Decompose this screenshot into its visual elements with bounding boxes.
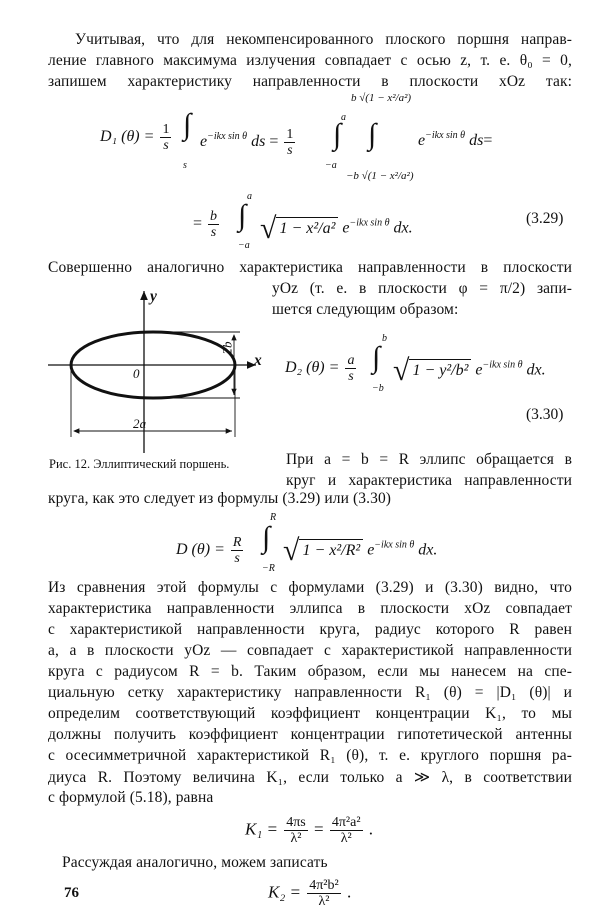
eq5-frac1-num: 4πs (286, 815, 306, 830)
eq2-limit-upper: a (247, 191, 252, 202)
label-2b: 2b (219, 341, 235, 355)
paragraph-4-line-2: характеристика направленности эллипса в плоскости xOz совпадает (48, 600, 572, 617)
eq6-end: . (346, 882, 352, 902)
eq1-limit-b-upper: b √(1 − x²/a²) (351, 92, 412, 104)
eq2-body: √ 1 − x²/a² $e^{-ikx sin \theta}$ dx. (260, 212, 413, 245)
eq2-dx: dx. (393, 219, 413, 237)
eq1-exp-1: $e^{-ikx sin \theta}$ ds = $\frac{1}{s}$ (200, 127, 294, 158)
eq2-integral: ∫ (238, 199, 247, 232)
eq4-limit-upper: R (270, 512, 277, 523)
axis-label-y: y (150, 288, 157, 305)
eq4-integral: ∫ (262, 521, 271, 554)
eq1-integral-2: ∫ (333, 118, 342, 151)
paragraph-4-line-7: определим соответствующий коэффициент концентрации K₁, то мы (48, 705, 572, 722)
eq5-end: . (368, 819, 374, 839)
eq3-exponent: −ikx sin θ (482, 359, 523, 371)
eq5-lhs: K₁ = (245, 819, 278, 839)
eq4-dx: dx. (418, 541, 438, 559)
paragraph-1-line-1: Учитывая, что для некомпенсированного плоского поршня направ- (75, 31, 572, 48)
eq1-exponent-1: −ikx sin θ (207, 131, 248, 143)
eq1-integral-1: ∫ (183, 108, 192, 141)
eq5-frac2-num: 4π²a² (331, 815, 361, 830)
eq1-ds-1: ds (251, 133, 266, 151)
eq4-limit-lower: −R (262, 563, 275, 574)
eq1-exp-2: $e^{-ikx sin \theta}$ ds= (418, 130, 493, 149)
paragraph-2-line-2: yOz (т. е. в плоскости φ = π/2) запи- (272, 280, 572, 297)
eq1-limit-b-lower: −b √(1 − x²/a²) (346, 170, 414, 182)
paragraph-4-line-3: с характеристикой направленности круга, радиус которого R равен (48, 621, 572, 638)
paragraph-2-line-1: Совершенно аналогично характеристика направленности в плоскости (48, 259, 572, 276)
paragraph-2-line-3: шется следующим образом: (272, 301, 459, 318)
eq1-limit-a-upper: a (341, 112, 346, 123)
eq3-limit-lower: −b (372, 383, 384, 394)
eq4-sqrt: 1 − x²/R² (302, 541, 361, 559)
eq2-limit-lower: −a (238, 240, 250, 251)
equation-3: D₂ (θ) = $\frac{a}{s}$ (285, 353, 355, 384)
eq5-frac2-den: λ² (340, 831, 352, 846)
paragraph-4-line-6: циальную сетку характеристику направленности R₁ (θ) = |D₁ (θ)| и (48, 684, 572, 701)
paragraph-1-line-2: ление главного максимума излучения совпадает с осью z, т. е. θ₀ = 0, (48, 52, 572, 69)
eq4-exponent: −ikx sin θ (374, 539, 415, 551)
eq3-dx: dx. (526, 361, 546, 379)
figure-caption: Рис. 12. Эллиптический поршень. (49, 457, 230, 471)
eq2-sqrt: 1 − x²/a² (279, 219, 336, 237)
paragraph-4-line-8: должны получить коэффициент концентрации гипотетической антенны (48, 726, 572, 743)
paragraph-4-line-9: с осесимметричной характеристикой R₁ (θ), т. е. круглого поршня ра- (48, 747, 572, 764)
eq6-frac-den: λ² (318, 894, 330, 909)
equation-5: K₁ = $\frac{4\pi s}{\text{λ²}}$ = $\frac{\text{4π²a²}}{\text{λ²}}$ . (245, 815, 374, 846)
paragraph-3-line-1: При a = b = R эллипс обращается в (286, 451, 572, 468)
paragraph-4-line-4: a, а в плоскости yOz — совпадает с характеристикой направленности (48, 642, 572, 659)
label-2a: 2a (133, 416, 147, 431)
eq3-body: √ 1 − y²/b² $e^{-ikx sin \theta}$ dx. (393, 354, 546, 387)
eq3-limit-upper: b (382, 333, 387, 344)
eq4-body: √ 1 − x²/R² $e^{-ikx sin \theta}$ dx. (283, 534, 438, 567)
eq1-ds-2: ds (469, 132, 484, 149)
equation-1: D₁ (θ) = $\frac{1}{s}$ (100, 122, 170, 153)
eq1-exponent-2: −ikx sin θ (425, 130, 466, 141)
eq2-exponent: −ikx sin θ (349, 217, 390, 229)
paragraph-4-line-11: с формулой (5.18), равна (48, 789, 214, 806)
eq3-number: (3.30) (526, 406, 564, 423)
paragraph-4-line-10: диуса R. Поэтому величина K₁, если только a ≫ λ, в соответствии (48, 769, 572, 786)
equation-2: = $\frac{b}{s}$ (193, 209, 218, 240)
eq5-frac1-den: λ² (290, 831, 302, 846)
eq3-lhs: D₂ (θ) = (285, 359, 340, 377)
eq6-frac-num: 4π²b² (309, 878, 339, 893)
eq1-lhs: D₁ (θ) = (100, 128, 155, 146)
eq3-integral: ∫ (372, 341, 381, 374)
eq3-sqrt: 1 − y²/b² (412, 361, 469, 379)
paragraph-3-line-3: круга, как это следует из формулы (3.29) или (3.30) (48, 490, 392, 507)
eq1-limit-a-lower: −a (325, 160, 337, 171)
eq4-lhs: D (θ) = (176, 541, 225, 559)
eq1-integral-3: ∫ (368, 118, 377, 151)
origin-label: 0 (133, 366, 140, 381)
paragraph-1-line-3: запишем характеристику направленности в плоскости xOz так: (48, 73, 572, 90)
page-number: 76 (64, 885, 79, 901)
equation-4: D (θ) = $\frac{R}{s}$ (176, 535, 242, 566)
equation-6 (268, 878, 351, 909)
eq2-number: (3.29) (526, 210, 564, 227)
paragraph-3-line-2: круг и характеристика направленности (286, 472, 572, 489)
paragraph-4-line-5: круга с радиусом R = b. Таким образом, если мы нанесем на спе- (48, 663, 572, 680)
eq6-lhs: K₂ = (268, 882, 301, 902)
paragraph-5: Рассуждая аналогично, можем записать (62, 854, 328, 871)
paragraph-4-line-1: Из сравнения этой формулы с формулами (3.29) и (3.30) видно, что (48, 579, 572, 596)
axis-label-x: x (254, 352, 262, 369)
eq1-limit-s: s (183, 160, 187, 171)
ellipse-figure (48, 285, 274, 455)
